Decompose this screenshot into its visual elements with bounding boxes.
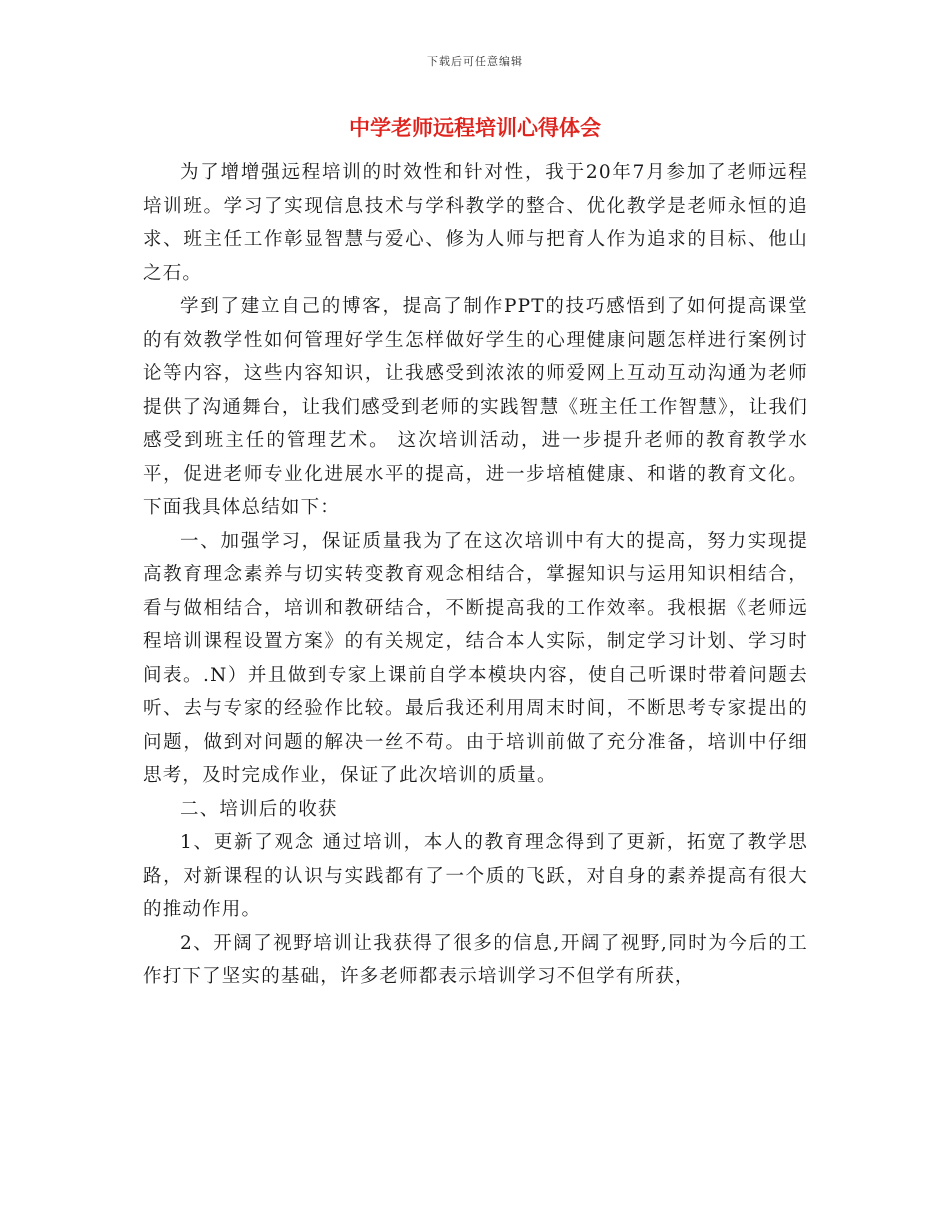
paragraph-intro: 为了增增强远程培训的时效性和针对性，我于20年7月参加了老师远程培训班。学习了实现信息技术与学科教学的整合、优化教学是老师永恒的追求、班主任工作彰显智慧与爱心、修为人师与把育人作为追求的目标、他山之石。 <box>143 162 808 284</box>
document-title: 中学老师远程培训心得体会 <box>349 116 601 140</box>
paragraph-gain-2: 2、开阔了视野培训让我获得了很多的信息,开阔了视野,同时为今后的工作打下了坚实的基础，许多老师都表示培训学习不但学有所获， <box>143 932 808 987</box>
paragraph-section-2-heading: 二、培训后的收获 <box>180 798 338 820</box>
paragraph-section-1: 一、加强学习，保证质量我为了在这次培训中有大的提高，努力实现提高教育理念素养与切实转变教育观念相结合，掌握知识与运用知识相结合，看与做相结合，培训和教研结合，不断提高我的工作效率。我根据《老师远程培训课程设置方案》的有关规定，结合本人实际，制定学习计划、学习时间表。.N）并且做到专家上课前自学本模块内容，使自己听课时带着问题去听、去与专家的经验作比较。最后我还利用周末时间，不断思考专家提出的问题，做到对问题的解决一丝不苟。由于培训前做了充分准备，培训中仔细思考，及时完成作业，保证了此次培训的质量。 <box>143 530 808 786</box>
paragraph-learning: 学到了建立自己的博客，提高了制作PPT的技巧感悟到了如何提高课堂的有效教学性如何管理好学生怎样做好学生的心理健康问题怎样进行案例讨论等内容，这些内容知识，让我感受到浓浓的师爱网上互动互动沟通为老师提供了沟通舞台，让我们感受到老师的实践智慧《班主任工作智慧》，让我们感受到班主任的管理艺术。 这次培训活动，进一步提升老师的教育教学水平，促进老师专业化进展水平的提高，进一步培植健康、和谐的教育文化。下面我具体总结如下： <box>143 296 808 518</box>
document-body <box>143 156 808 994</box>
paragraph-gain-1: 1、更新了观念 通过培训，本人的教育理念得到了更新，拓宽了教学思路，对新课程的认识与实践都有了一个质的飞跃，对自身的素养提高有很大的推动作用。 <box>143 832 808 920</box>
header-note: 下载后可任意编辑 <box>427 55 523 68</box>
